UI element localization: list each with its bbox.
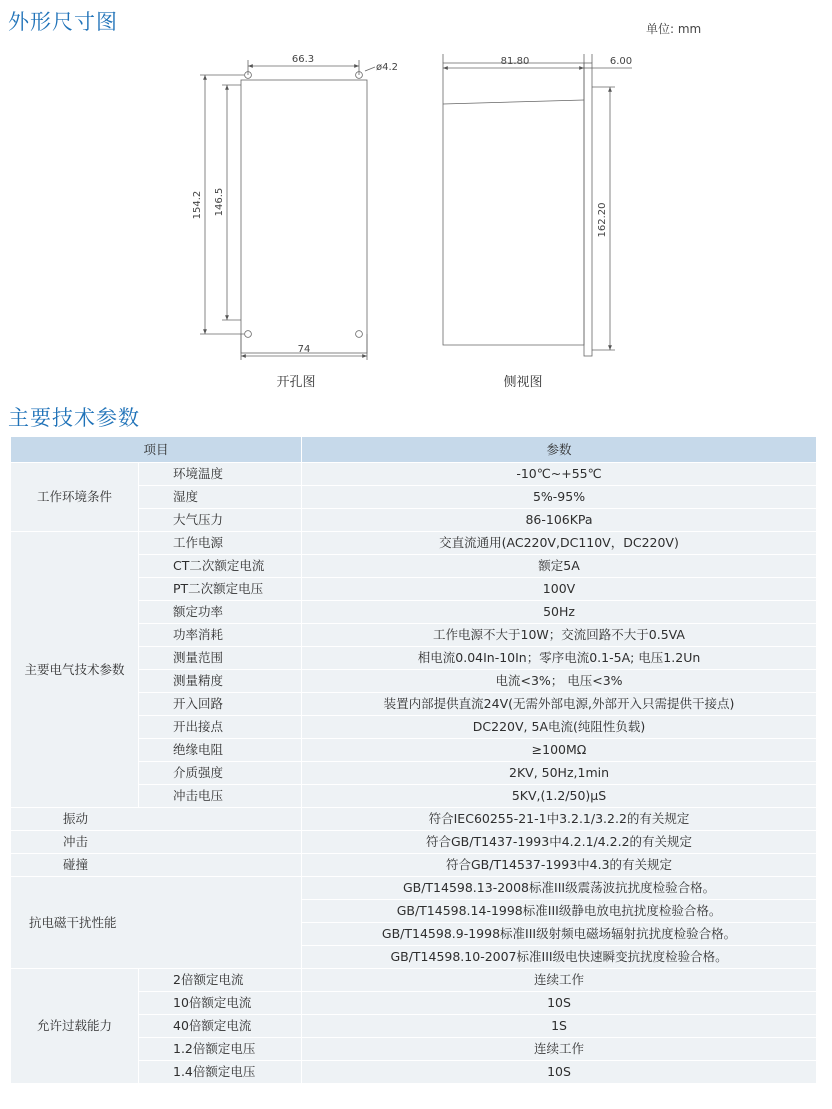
- row-item: 额定功率: [139, 601, 302, 624]
- row-value: 5KV,(1.2/50)μS: [302, 785, 817, 808]
- group-label: 抗电磁干扰性能: [11, 877, 302, 969]
- row-value: GB/T14598.13-2008标准III级震荡波抗扰度检验合格。: [302, 877, 817, 900]
- dim-width-bottom: 74: [297, 344, 311, 355]
- side-caption: 侧视图: [503, 375, 543, 390]
- row-value: -10℃~+55℃: [302, 463, 817, 486]
- row-value: 工作电源不大于10W；交流回路不大于0.5VA: [302, 624, 817, 647]
- side-body-outline: [443, 63, 584, 345]
- row-value: GB/T14598.9-1998标准III级射频电磁场辐射抗扰度检验合格。: [302, 923, 817, 946]
- row-item: 2倍额定电流: [139, 969, 302, 992]
- row-value: 10S: [302, 992, 817, 1015]
- row-item: CT二次额定电流: [139, 555, 302, 578]
- table-row: [11, 463, 817, 486]
- row-value: 符合GB/T1437-1993中4.2.1/4.2.2的有关规定: [302, 831, 817, 854]
- table-row: [11, 854, 817, 877]
- row-item: 1.2倍额定电压: [139, 1038, 302, 1061]
- row-value: 86-106KPa: [302, 509, 817, 532]
- row-item: 碰撞: [11, 854, 302, 877]
- row-value: 连续工作: [302, 969, 817, 992]
- dim-side-height: 162.20: [597, 202, 608, 238]
- header-param: 参数: [302, 437, 817, 463]
- row-item: 1.4倍额定电压: [139, 1061, 302, 1084]
- unit-note: 单位: mm: [646, 22, 702, 36]
- row-value: 2KV, 50Hz,1min: [302, 762, 817, 785]
- row-item: 冲击: [11, 831, 302, 854]
- row-value: 10S: [302, 1061, 817, 1084]
- row-value: 交直流通用(AC220V,DC110V，DC220V): [302, 532, 817, 555]
- table-row: [11, 877, 817, 900]
- group-label: 允许过载能力: [11, 969, 139, 1084]
- row-item: 大气压力: [139, 509, 302, 532]
- row-value: 装置内部提供直流24V(无需外部电源,外部开入只需提供干接点): [302, 693, 817, 716]
- row-value: GB/T14598.10-2007标准III级电快速瞬变抗扰度检验合格。: [302, 946, 817, 969]
- dim-height-inner: 146.5: [214, 187, 225, 217]
- row-value: 符合IEC60255-21-1中3.2.1/3.2.2的有关规定: [302, 808, 817, 831]
- row-item: 测量精度: [139, 670, 302, 693]
- row-item: 开入回路: [139, 693, 302, 716]
- dimension-drawing: [0, 40, 832, 400]
- group-label: 工作环境条件: [11, 463, 139, 532]
- row-value: ≥100MΩ: [302, 739, 817, 762]
- row-item: 环境温度: [139, 463, 302, 486]
- dimensions-title: 外形尺寸图: [8, 10, 118, 34]
- row-value: 相电流0.04In-10In；零序电流0.1-5A; 电压1.2Un: [302, 647, 817, 670]
- specs-title: 主要技术参数: [8, 406, 140, 430]
- row-value: 额定5A: [302, 555, 817, 578]
- row-item: 10倍额定电流: [139, 992, 302, 1015]
- row-item: 介质强度: [139, 762, 302, 785]
- row-value: 1S: [302, 1015, 817, 1038]
- row-item: 测量范围: [139, 647, 302, 670]
- dim-width-top: 66.3: [291, 54, 315, 65]
- spec-table: [10, 436, 817, 1084]
- row-item: PT二次额定电压: [139, 578, 302, 601]
- row-item: 开出接点: [139, 716, 302, 739]
- cutout-outline: [241, 80, 367, 353]
- dim-depth: 81.80: [500, 56, 530, 67]
- row-value: 连续工作: [302, 1038, 817, 1061]
- dim-height-outer: 154.2: [192, 190, 203, 220]
- header-item: 项目: [11, 437, 302, 463]
- table-header-row: [11, 437, 817, 463]
- group-label: 主要电气技术参数: [11, 532, 139, 808]
- table-row: [11, 808, 817, 831]
- row-value: 100V: [302, 578, 817, 601]
- row-item: 绝缘电阻: [139, 739, 302, 762]
- cutout-caption: 开孔图: [276, 375, 316, 390]
- mount-hole-icon: [356, 331, 363, 338]
- table-row: [11, 532, 817, 555]
- row-value: DC220V, 5A电流(纯阻性负载): [302, 716, 817, 739]
- row-item: 振动: [11, 808, 302, 831]
- table-row: [11, 831, 817, 854]
- row-item: 40倍额定电流: [139, 1015, 302, 1038]
- dim-flange: 6.00: [609, 56, 633, 67]
- row-item: 冲击电压: [139, 785, 302, 808]
- table-row: [11, 969, 817, 992]
- row-value: GB/T14598.14-1998标准III级静电放电抗扰度检验合格。: [302, 900, 817, 923]
- mount-hole-icon: [245, 331, 252, 338]
- row-item: 功率消耗: [139, 624, 302, 647]
- dim-hole-diameter: ø4.2: [376, 62, 399, 73]
- side-flange: [584, 63, 592, 356]
- row-item: 工作电源: [139, 532, 302, 555]
- row-value: 50Hz: [302, 601, 817, 624]
- row-value: 电流<3%； 电压<3%: [302, 670, 817, 693]
- row-item: 湿度: [139, 486, 302, 509]
- row-value: 符合GB/T14537-1993中4.3的有关规定: [302, 854, 817, 877]
- row-value: 5%-95%: [302, 486, 817, 509]
